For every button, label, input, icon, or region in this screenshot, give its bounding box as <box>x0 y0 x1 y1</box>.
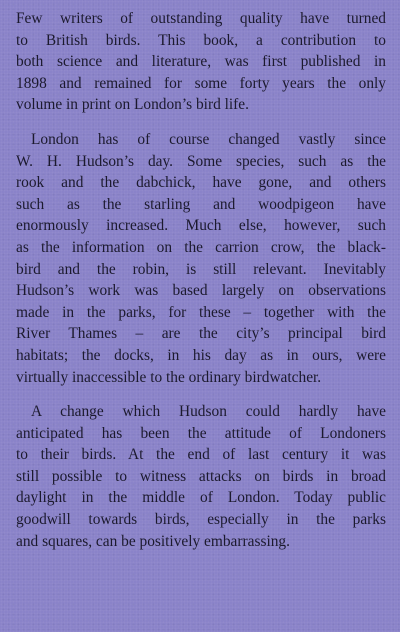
paragraph-3 <box>16 401 386 552</box>
text-line: 1898 and remained for some forty years the only <box>16 74 386 92</box>
text-line: to their birds. At the end of last century it was <box>16 446 386 464</box>
text-line: daylight in the middle of London. Today public <box>16 489 386 507</box>
text-line: Hudson’s work was based largely on observations <box>16 282 386 300</box>
text-line: virtually inaccessible to the ordinary birdwatcher. <box>16 368 322 386</box>
text-line: habitats; the docks, in his day as in ours, were <box>16 346 386 364</box>
text-line: London has of course changed vastly since <box>31 130 386 148</box>
text-line: as the information on the carrion crow, the black- <box>16 238 386 256</box>
text-line: anticipated has been the attitude of Londoners <box>16 424 386 442</box>
text-line: enormously increased. Much else, however, such <box>16 217 386 235</box>
text-line: rook and the dabchick, have gone, and others <box>16 174 386 192</box>
text-line: volume in print on London’s bird life. <box>16 96 249 114</box>
text-line: still possible to witness attacks on birds in broad <box>16 467 386 485</box>
text-line: Few writers of outstanding quality have turned <box>16 10 386 27</box>
text-line: both science and literature, was first published in <box>16 53 386 71</box>
text-line: such as the starling and woodpigeon have <box>16 195 386 213</box>
paragraph-2 <box>16 129 386 388</box>
text-line: goodwill towards birds, especially in the parks <box>16 511 386 529</box>
text-line: A change which Hudson could hardly have <box>31 403 386 421</box>
text-line: and squares, can be positively embarrassing. <box>16 532 290 550</box>
text-line: bird and the robin, is still relevant. Inevitably <box>16 260 386 278</box>
text-line: River Thames – are the city’s principal bird <box>16 325 386 343</box>
text-line: made in the parks, for these – together with the <box>16 303 386 321</box>
text-line: W. H. Hudson’s day. Some species, such as the <box>16 152 386 170</box>
text-line: to British birds. This book, a contribution to <box>16 31 386 49</box>
paragraph-1 <box>16 8 386 116</box>
